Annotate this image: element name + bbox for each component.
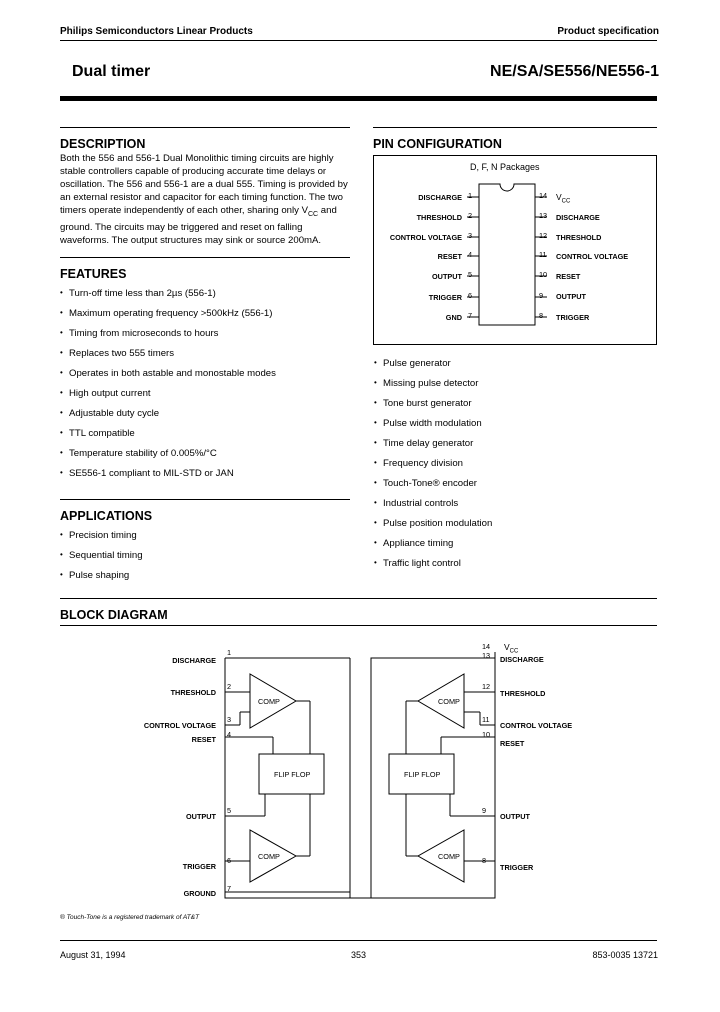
features-heading: FEATURES [60,267,127,281]
pin-label: TRIGGER [182,862,216,871]
comp-label: COMP [258,697,280,706]
pin-label: OUTPUT [556,292,586,301]
pin-number: 13 [482,651,491,660]
section-rule [60,625,657,626]
pin-config-heading: PIN CONFIGURATION [373,137,502,151]
section-rule [60,499,350,500]
pin-number: 10 [539,270,548,279]
list-item: • Adjustable duty cycle [60,408,276,428]
pin-number: 9 [482,806,487,815]
pin-number: 3 [227,715,232,724]
trademark-footnote: ® Touch-Tone is a registered trademark of AT&T [60,914,200,921]
list-item: • Pulse shaping [60,570,143,590]
list-item: • Frequency division [374,458,492,478]
list-item: • Industrial controls [374,498,492,518]
pin-number: 6 [227,856,232,865]
footer-page-number: 353 [351,950,367,960]
pin-number: 11 [482,715,490,724]
pin-number: 14 [539,191,548,200]
list-item: • Time delay generator [374,438,492,458]
pin-number: 5 [227,806,232,815]
ic-package-outline [373,155,657,345]
pin-label: RESET [437,252,462,261]
list-item: • Touch-Tone® encoder [374,478,492,498]
description-text [60,152,350,247]
block-diagram-heading: BLOCK DIAGRAM [60,608,168,622]
features-list [60,288,276,488]
pin-label: TRIGGER [556,313,590,322]
description-line: oscillation. The 556 and 556-1 are a dual 555. Timing is provided by [60,179,348,190]
pin-number: 4 [468,250,473,259]
header-rule [60,40,657,41]
pin-number: 1 [468,191,473,200]
pin-label: GROUND [183,889,216,898]
description-line: ground. The circuits may be triggered and reset on falling [60,221,303,233]
section-rule [373,127,657,128]
pin-label: DISCHARGE [418,193,462,202]
list-item: • Timing from microseconds to hours [60,328,276,348]
pin-label: THRESHOLD [556,233,602,242]
pin-number: 4 [227,730,232,739]
block-diagram [0,640,720,910]
comp-label: COMP [438,852,460,861]
pin-number: 2 [468,211,473,220]
list-item: • Missing pulse detector [374,378,492,398]
list-item: • Appliance timing [374,538,492,558]
pin-number: 13 [539,211,548,220]
pin-label: DISCHARGE [500,655,544,664]
pin-number: 8 [482,856,487,865]
pin-label: OUTPUT [186,812,216,821]
list-item: • Pulse generator [374,358,492,378]
pin-label: DISCHARGE [172,656,216,665]
pin-number: 14 [482,642,491,651]
pin-number: 12 [482,682,491,691]
pin-label: DISCHARGE [556,213,600,222]
section-rule [60,598,657,599]
pin-label: OUTPUT [500,812,530,821]
pin-number: 6 [468,291,473,300]
pin-number: 8 [539,311,544,320]
description-line: timers operate independently of each other, sharing only $V_{CC}$ and [60,205,337,218]
comp-label: COMP [258,852,280,861]
list-item: • Turn-off time less than 2µs (556-1) [60,288,276,308]
comp-label: COMP [438,697,460,706]
pin-number: 11 [539,250,547,259]
pin-label: OUTPUT [432,272,462,281]
pin-label: THRESHOLD [500,689,546,698]
list-item: • TTL compatible [60,428,276,448]
list-item: • Traffic light control [374,558,492,578]
pin-label: GND [445,313,462,322]
pin-label: CONTROL VOLTAGE [500,721,573,730]
pin-label: RESET [556,272,581,281]
section-rule [60,257,350,258]
pin-label: RESET [500,739,525,748]
pin-number: 7 [227,884,232,893]
header-doc-type: Product specification [557,26,659,37]
pin-label: THRESHOLD [170,688,216,697]
applications-heading: APPLICATIONS [60,509,153,523]
pin-label: CONTROL VOLTAGE [556,252,629,261]
header-company: Philips Semiconductors Linear Products [60,26,253,37]
list-item: • Maximum operating frequency >500kHz (556-1) [60,308,276,328]
description-line: an external resistor and capacitor for each timing function. The two [60,192,343,203]
pin-number: 7 [468,311,473,320]
applications-list [60,530,143,590]
pin-label: CONTROL VOLTAGE [389,233,462,242]
part-number: NE/SA/SE556/NE556-1 [490,63,659,80]
list-item: • SE556-1 compliant to MIL-STD or JAN [60,468,276,488]
applications-list-right [374,358,492,578]
pin-label: $V_{CC}$ [504,642,519,655]
pin-number: 2 [227,682,232,691]
description-line: waveforms. The output structures may sink or source 200mA. [60,234,322,246]
list-item: • High output current [60,388,276,408]
pin-label: $V_{CC}$ [556,192,571,205]
pin-label: CONTROL VOLTAGE [143,721,216,730]
list-item: • Tone burst generator [374,398,492,418]
list-item: • Temperature stability of 0.005%/°C [60,448,276,468]
description-heading: DESCRIPTION [60,137,146,151]
pin-number: 10 [482,730,491,739]
list-item: • Pulse width modulation [374,418,492,438]
document-title: Dual timer [72,63,151,80]
list-item: • Precision timing [60,530,143,550]
list-item: • Sequential timing [60,550,143,570]
pin-label: TRIGGER [500,863,534,872]
description-line: stable controllers capable of producing accurate time delays or [60,166,327,177]
list-item: • Operates in both astable and monostable modes [60,368,276,388]
pin-number: 1 [227,648,232,657]
title-rule [60,96,657,101]
pin-number: 5 [468,270,473,279]
pin-number: 9 [539,291,544,300]
list-item: • Pulse position modulation [374,518,492,538]
list-item: • Replaces two 555 timers [60,348,276,368]
pin-number: 3 [468,231,473,240]
pin-label: TRIGGER [428,293,462,302]
package-label: D, F, N Packages [470,162,540,172]
flip-flop-label: FLIP FLOP [404,770,441,779]
pin-label: RESET [191,735,216,744]
pin-number: 12 [539,231,548,240]
footer-rule [60,940,657,941]
section-rule [60,127,350,128]
footer-date: August 31, 1994 [60,950,126,960]
footer-doc-code: 853-0035 13721 [592,950,658,960]
flip-flop-label: FLIP FLOP [274,770,311,779]
pin-label: THRESHOLD [416,213,462,222]
description-line: Both the 556 and 556-1 Dual Monolithic timing circuits are highly [60,153,334,164]
